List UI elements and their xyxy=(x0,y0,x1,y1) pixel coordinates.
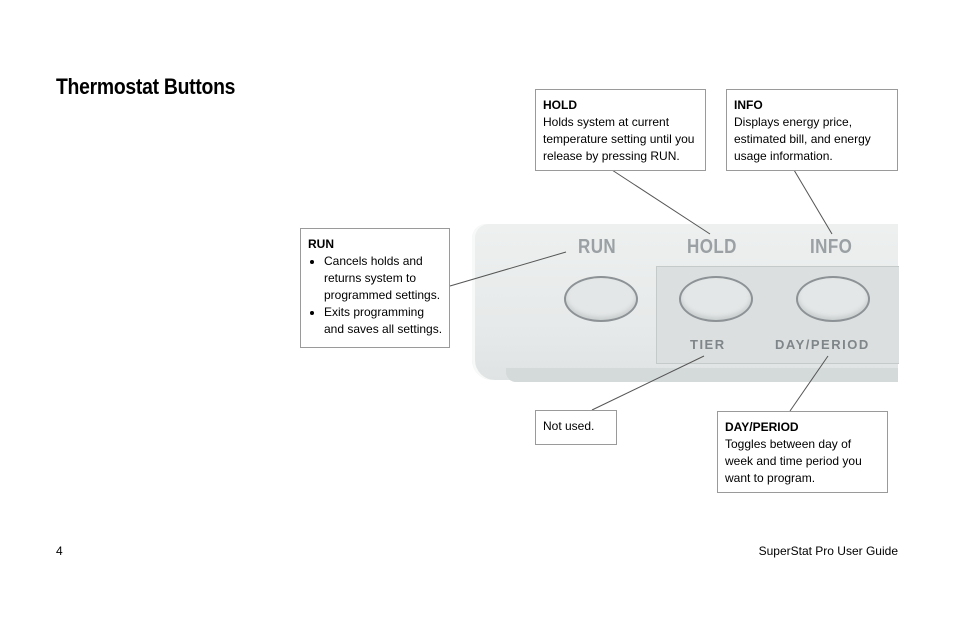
hold-button-label: HOLD xyxy=(687,236,737,258)
callout-line: Displays energy price, xyxy=(734,115,853,129)
info-callout xyxy=(726,89,898,171)
list-item xyxy=(324,304,443,338)
run-leader xyxy=(450,252,566,286)
day-period-callout xyxy=(717,411,888,493)
callout-line: programmed settings. xyxy=(324,288,441,302)
tier-leader xyxy=(592,356,704,410)
callout-line: usage information. xyxy=(734,149,833,163)
tier-callout-text: Not used. xyxy=(543,419,595,433)
info-leader xyxy=(794,170,832,234)
callout-line: want to program. xyxy=(725,471,816,485)
callout-line: and saves all settings. xyxy=(324,322,443,336)
callout-line: week and time period you xyxy=(725,454,862,468)
run-callout-list xyxy=(308,253,443,338)
info-button-label: INFO xyxy=(810,236,853,258)
list-item xyxy=(324,253,443,304)
callout-line: release by pressing RUN. xyxy=(543,149,680,163)
tier-label: TIER xyxy=(690,337,726,352)
guide-name: SuperStat Pro User Guide xyxy=(758,544,898,558)
callout-line: temperature setting until you xyxy=(543,132,695,146)
hold-callout xyxy=(535,89,706,171)
hold-callout-title: HOLD xyxy=(543,98,577,112)
callout-line: estimated bill, and energy xyxy=(734,132,871,146)
callout-line: • Exits programming xyxy=(324,305,425,319)
run-button-label: RUN xyxy=(578,236,617,258)
day-period-callout-title: DAY/PERIOD xyxy=(725,420,799,434)
page-number: 4 xyxy=(56,544,63,558)
day-period-leader xyxy=(790,356,828,411)
callout-line: Toggles between day of xyxy=(725,437,852,451)
callout-line: • Cancels holds and xyxy=(324,254,423,268)
callout-line: Holds system at current xyxy=(543,115,670,129)
run-callout-title: RUN xyxy=(308,237,334,251)
tier-callout xyxy=(535,410,617,445)
run-callout xyxy=(300,228,450,348)
day-period-label: DAY/PERIOD xyxy=(775,337,870,352)
info-callout-title: INFO xyxy=(734,98,763,112)
callout-line: returns system to xyxy=(324,271,417,285)
hold-leader xyxy=(612,170,710,234)
page-title: Thermostat Buttons xyxy=(56,74,236,99)
